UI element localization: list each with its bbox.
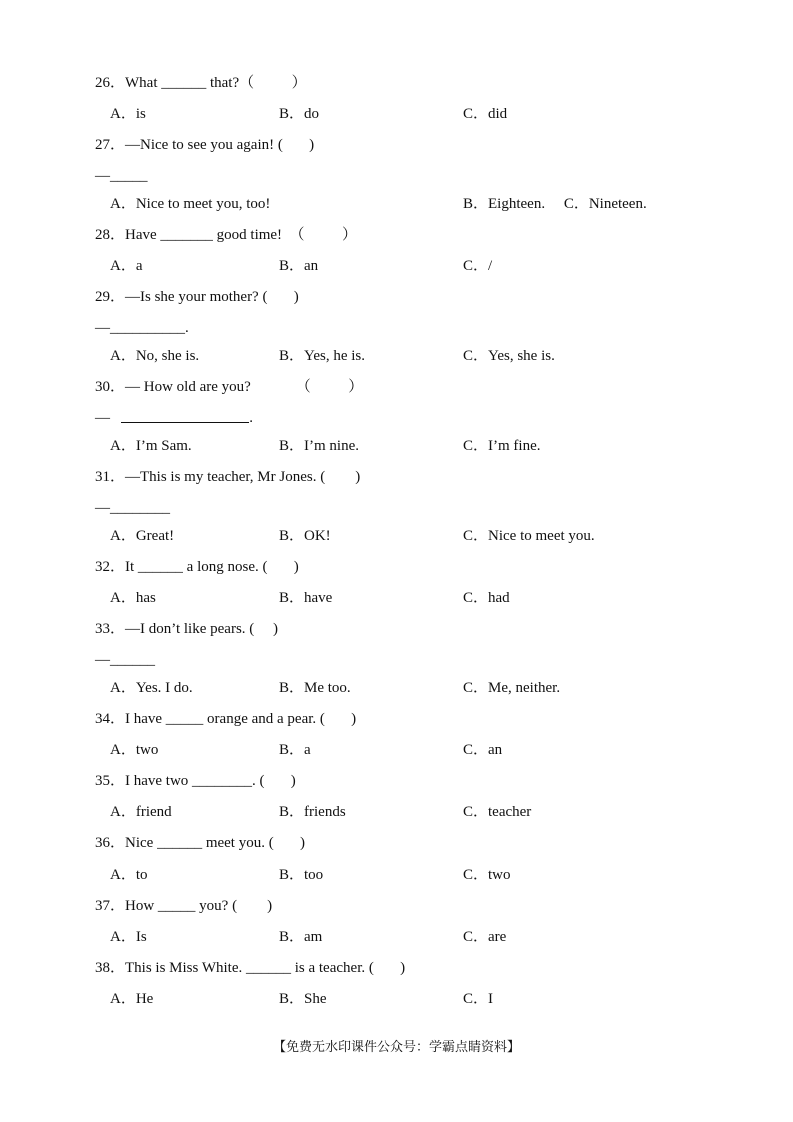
question-32-options — [0, 587, 793, 609]
question-37-stem: 37．How _____ you? ( ) — [95, 898, 273, 914]
question-31-reply-blank: —________ — [95, 500, 170, 516]
question-27-stem: 27．—Nice to see you again! ( ) — [95, 137, 315, 153]
option-a: A．He — [110, 991, 154, 1007]
option-a: A．two — [110, 742, 159, 758]
question-33-stem: 33．—I don’t like pears. ( ) — [95, 621, 279, 637]
question-36-options — [0, 864, 793, 886]
option-a: A．Yes. I do. — [110, 680, 193, 696]
option-a: A．No, she is. — [110, 348, 200, 364]
question-31-options — [0, 525, 793, 547]
option-c: C．Nice to meet you. — [463, 528, 595, 544]
option-b: B．an — [279, 258, 319, 274]
option-a: A．has — [110, 590, 156, 606]
option-a: A．Great! — [110, 528, 175, 544]
option-c: C．two — [463, 867, 511, 883]
reply-prefix: — — [95, 410, 110, 426]
question-29-stem: 29．—Is she your mother? ( ) — [95, 289, 299, 305]
option-b: B．I’m nine. — [279, 438, 359, 454]
option-b: B．friends — [279, 804, 346, 820]
option-a: A．Nice to meet you, too! — [110, 196, 271, 212]
option-b: B．She — [279, 991, 327, 1007]
option-c: C．/ — [463, 258, 493, 274]
option-b: B．too — [279, 867, 324, 883]
option-b: B．Yes, he is. — [279, 348, 365, 364]
question-30-reply-line — [95, 407, 253, 429]
option-c: C．teacher — [463, 804, 532, 820]
question-38-options — [0, 988, 793, 1010]
reply-suffix: . — [249, 410, 253, 426]
option-a: A．Is — [110, 929, 147, 945]
question-29-reply-blank: —__________. — [95, 320, 189, 336]
question-27-options — [0, 193, 793, 215]
option-c: C．had — [463, 590, 510, 606]
option-a: A．is — [110, 106, 146, 122]
question-28-options — [0, 255, 793, 277]
question-26-options — [0, 103, 793, 125]
question-34-stem: 34．I have _____ orange and a pear. ( ) — [95, 711, 357, 727]
question-37-options — [0, 926, 793, 948]
option-c: C．I — [463, 991, 494, 1007]
question-33-reply-blank: —______ — [95, 652, 155, 668]
question-32-stem: 32．It ______ a long nose. ( ) — [95, 559, 299, 575]
question-30-stem: 30．— How old are you? （ ） — [95, 379, 364, 395]
question-36-stem: 36．Nice ______ meet you. ( ) — [95, 835, 305, 851]
option-b: B．have — [279, 590, 333, 606]
question-35-options — [0, 801, 793, 823]
option-b: B．Me too. — [279, 680, 351, 696]
question-33-options — [0, 677, 793, 699]
option-c: C．are — [463, 929, 507, 945]
option-a: A．a — [110, 258, 143, 274]
option-c: C．did — [463, 106, 508, 122]
option-b: B．do — [279, 106, 320, 122]
option-b: B．OK! — [279, 528, 331, 544]
question-27-reply-blank: —_____ — [95, 168, 148, 184]
question-30-options — [0, 435, 793, 457]
option-a: A．I’m Sam. — [110, 438, 192, 454]
question-38-stem: 38．This is Miss White. ______ is a teacher. ( ) — [95, 960, 406, 976]
question-34-options — [0, 739, 793, 761]
answer-blank-underline — [121, 408, 249, 423]
option-c: C．Me, neither. — [463, 680, 561, 696]
question-29-options — [0, 345, 793, 367]
question-35-stem: 35．I have two ________. ( ) — [95, 773, 296, 789]
option-c: C．an — [463, 742, 503, 758]
option-b: B．a — [279, 742, 311, 758]
option-b-c: B．Eighteen. C．Nineteen. — [463, 196, 647, 212]
option-b: B．am — [279, 929, 323, 945]
question-31-stem: 31．—This is my teacher, Mr Jones. ( ) — [95, 469, 361, 485]
option-c: C．I’m fine. — [463, 438, 541, 454]
option-a: A．friend — [110, 804, 172, 820]
question-26-stem: 26．What ______ that?（ ） — [95, 75, 307, 91]
option-c: C．Yes, she is. — [463, 348, 555, 364]
question-28-stem: 28．Have _______ good time! （ ） — [95, 227, 358, 243]
page-footer: 【免费无水印课件公众号：学霸点睛资料】 — [272, 1040, 520, 1055]
option-a: A．to — [110, 867, 148, 883]
